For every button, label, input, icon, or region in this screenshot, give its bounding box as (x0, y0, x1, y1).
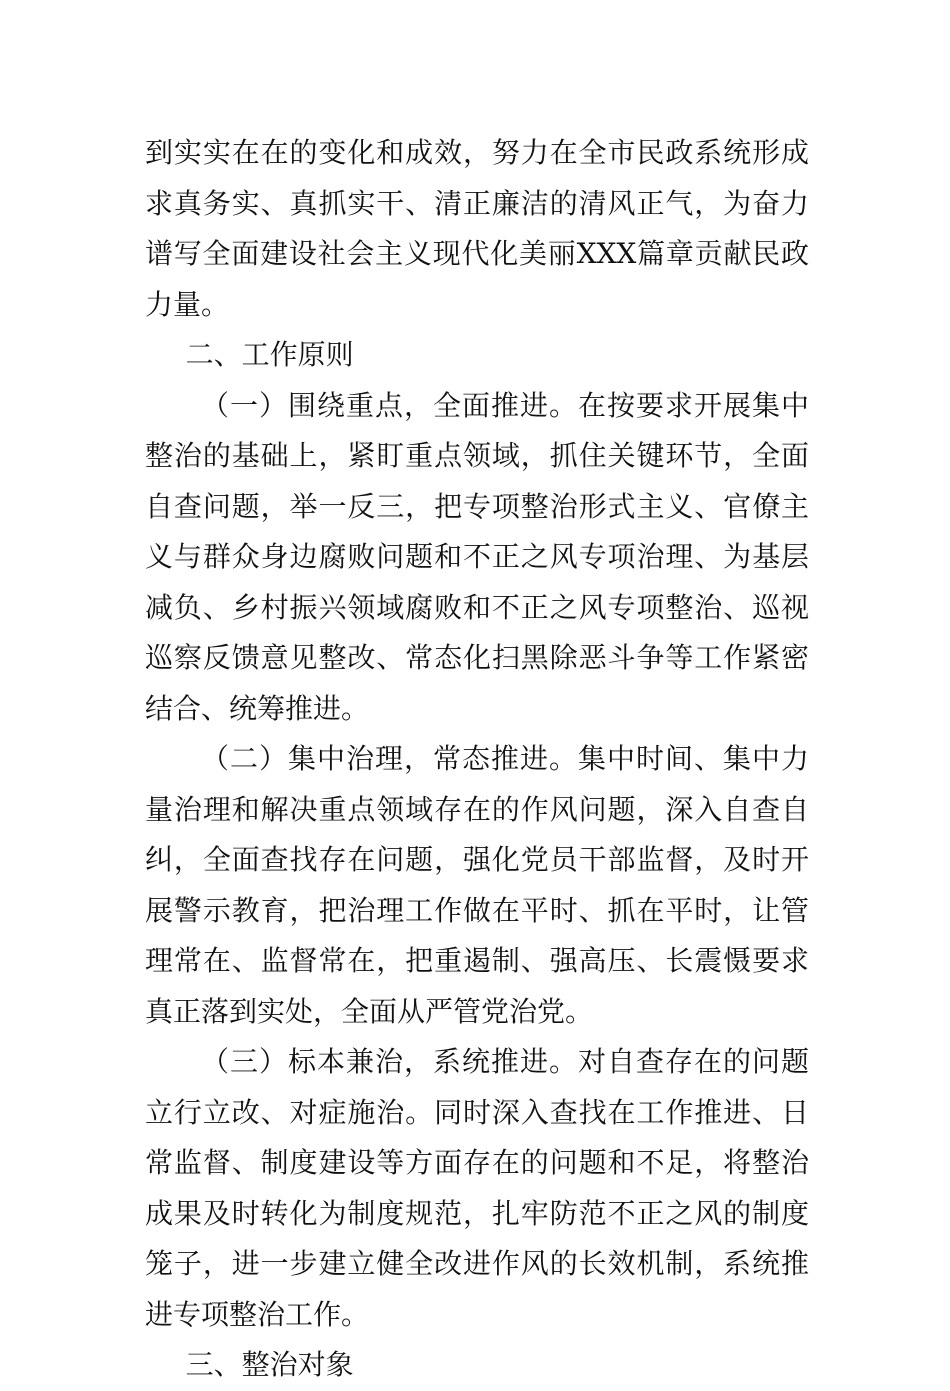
paragraph-principle-2: （二）集中治理，常态推进。集中时间、集中力量治理和解决重点领域存在的作风问题，深入自查自纠，全面查找存在问题，强化党员干部监督，及时开展警示教育，把治理工作做在平时、抓在平时，让管理常在、监督常在，把重遏制、强高压、长震慑要求真正落到实处，全面从严管党治党。 (145, 742, 809, 1028)
paragraph-principle-1: （一）围绕重点，全面推进。在按要求开展集中整治的基础上，紧盯重点领域，抓住关键环节，全面自查问题，举一反三，把专项整治形式主义、官僚主义与群众身边腐败问题和不正之风专项治理、为基层减负、乡村振兴领域腐败和不正之风专项整治、巡视巡察反馈意见整改、常态化扫黑除恶斗争等工作紧密结合、统筹推进。 (145, 388, 809, 725)
paragraph-principle-3: （三）标本兼治，系统推进。对自查存在的问题立行立改、对症施治。同时深入查找在工作推进、日常监督、制度建设等方面存在的问题和不足，将整治成果及时转化为制度规范，扎牢防范不正之风的制度笼子，进一步建立健全改进作风的长效机制，系统推进专项整治工作。 (145, 1045, 809, 1331)
document-body (145, 128, 809, 1391)
section-heading-work-principles: 二、工作原则 (185, 338, 354, 371)
paragraph-continuation: 到实实在在的变化和成效，努力在全市民政系统形成求真务实、真抓实干、清正廉洁的清风正气，为奋力谱写全面建设社会主义现代化美丽XXX篇章贡献民政力量。 (145, 136, 809, 321)
section-heading-rectification-targets: 三、整治对象 (185, 1348, 354, 1381)
